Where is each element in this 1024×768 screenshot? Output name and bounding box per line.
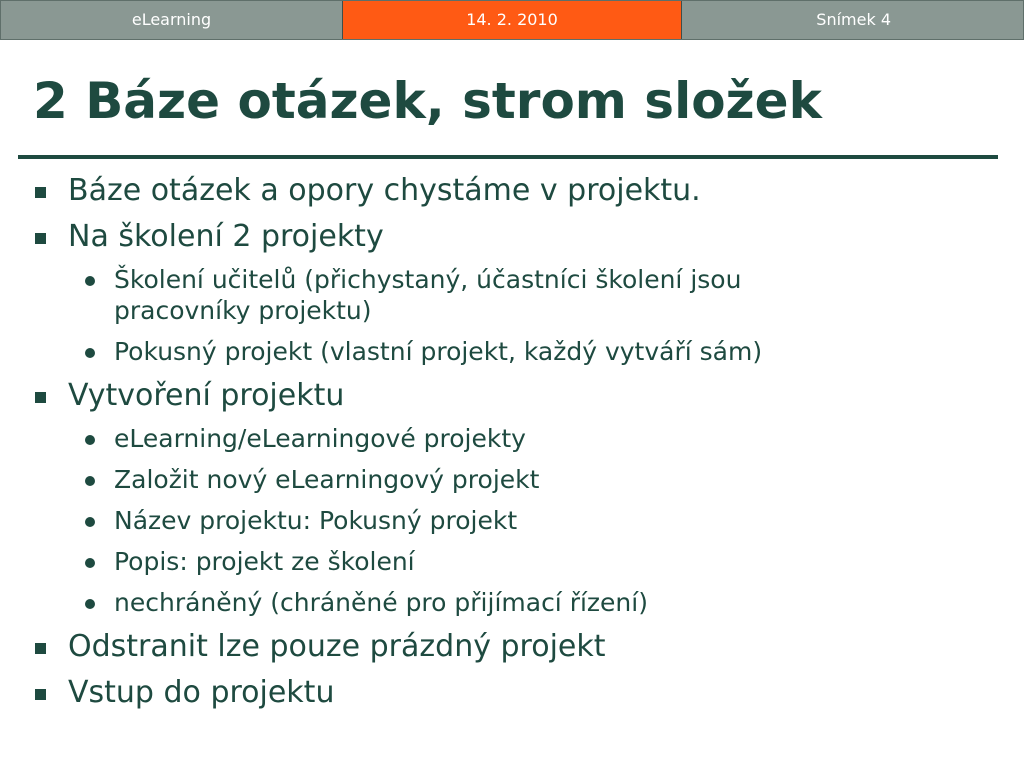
sub-bullet-text: pracovníky projektu) — [114, 296, 372, 325]
sub-bullet-text: Popis: projekt ze školení — [114, 547, 415, 576]
square-bullet-icon — [35, 187, 46, 198]
sub-bullet-item — [0, 336, 1024, 367]
header-date: 14. 2. 2010 — [343, 1, 682, 39]
sub-bullet-text: nechráněný (chráněné pro přijímací řízení) — [114, 588, 648, 617]
sub-bullet-item — [0, 464, 1024, 495]
slide-header-bar — [0, 0, 1024, 40]
bullet-item — [0, 628, 1024, 666]
bullet-text: Odstranit lze pouze prázdný projekt — [68, 629, 606, 664]
round-bullet-icon — [85, 558, 95, 568]
title-divider — [18, 155, 998, 159]
sub-bullet-item — [0, 546, 1024, 577]
sub-bullet-item — [0, 264, 1024, 326]
sub-bullet-text: Název projektu: Pokusný projekt — [114, 506, 518, 535]
bullet-text: Vstup do projektu — [68, 675, 335, 710]
sub-bullet-text: eLearning/eLearningové projekty — [114, 424, 526, 453]
bullet-item — [0, 218, 1024, 256]
round-bullet-icon — [85, 276, 95, 286]
bullet-item — [0, 674, 1024, 712]
bullet-text: Na školení 2 projekty — [68, 219, 384, 254]
square-bullet-icon — [35, 233, 46, 244]
square-bullet-icon — [35, 643, 46, 654]
sub-bullet-item — [0, 423, 1024, 454]
round-bullet-icon — [85, 435, 95, 445]
sub-bullet-text: Pokusný projekt (vlastní projekt, každý vytváří sám) — [114, 337, 763, 366]
bullet-item — [0, 172, 1024, 210]
square-bullet-icon — [35, 392, 46, 403]
sub-bullet-text: Založit nový eLearningový projekt — [114, 465, 540, 494]
sub-bullet-text: Školení učitelů (přichystaný, účastníci školení jsou — [114, 265, 742, 294]
bullet-text: Vytvoření projektu — [68, 378, 345, 413]
bullet-text: Báze otázek a opory chystáme v projektu. — [68, 173, 701, 208]
square-bullet-icon — [35, 689, 46, 700]
sub-bullet-item — [0, 587, 1024, 618]
header-slide-number: Snímek 4 — [682, 1, 1023, 39]
sub-bullet-item — [0, 505, 1024, 536]
round-bullet-icon — [85, 348, 95, 358]
slide-title: 2 Báze otázek, strom složek — [33, 72, 822, 130]
round-bullet-icon — [85, 517, 95, 527]
bullet-item — [0, 377, 1024, 415]
round-bullet-icon — [85, 476, 95, 486]
round-bullet-icon — [85, 599, 95, 609]
header-footer-text: eLearning — [1, 1, 343, 39]
bullet-list — [0, 172, 1024, 720]
